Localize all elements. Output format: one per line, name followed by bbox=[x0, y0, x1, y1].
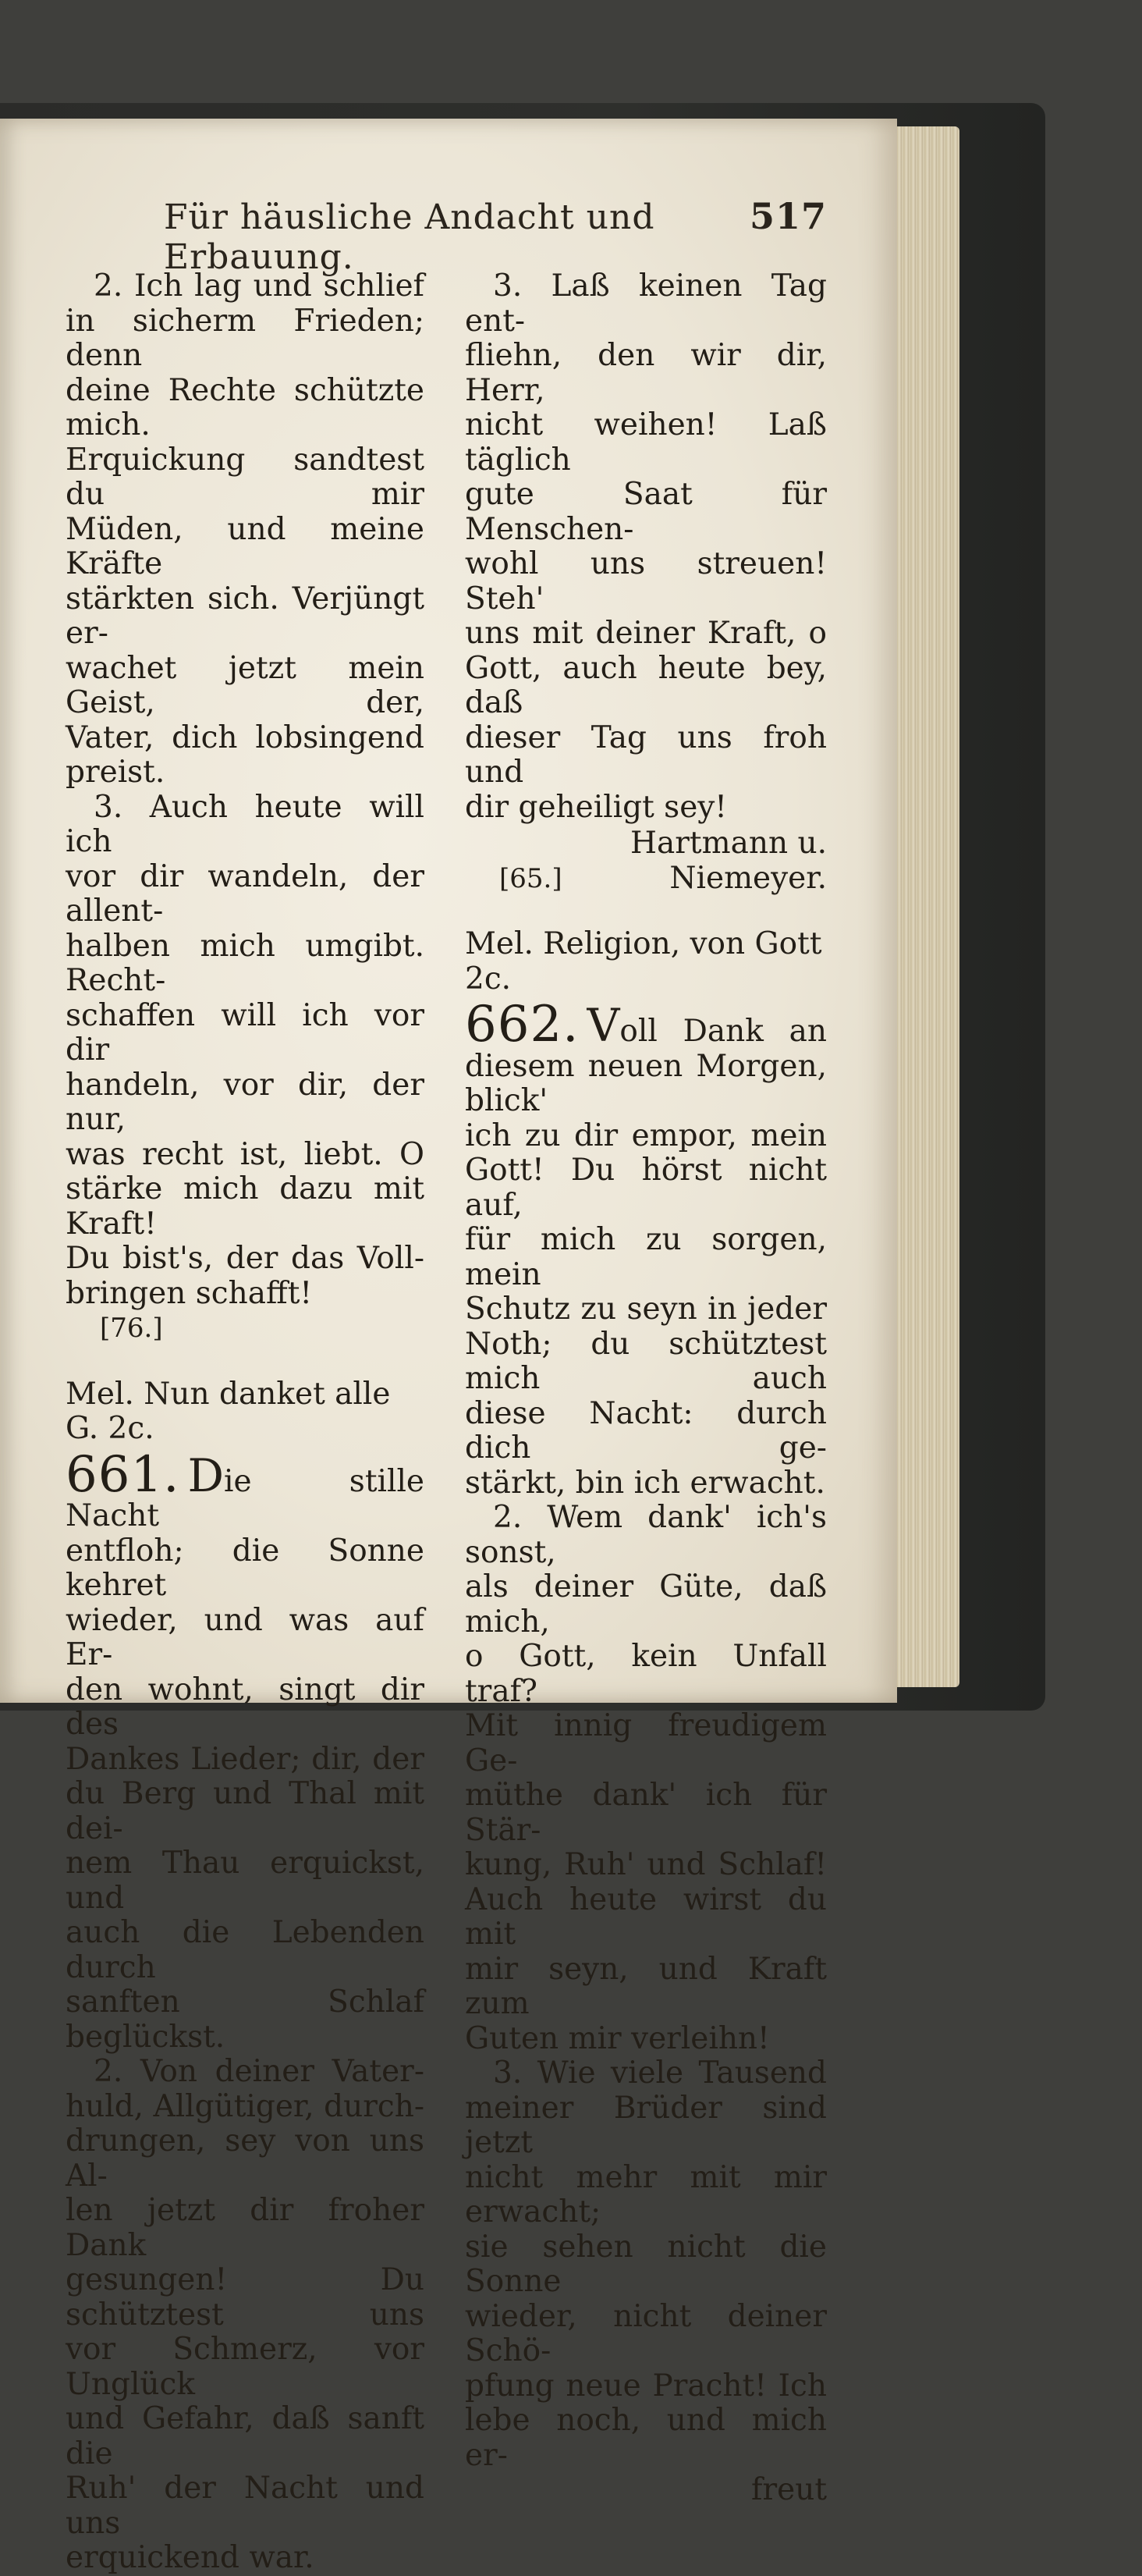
hymn-number: 662. bbox=[465, 996, 580, 1053]
hymn-first-line bbox=[465, 996, 827, 1053]
text-line: als deiner Güte, daß mich, bbox=[465, 1569, 827, 1640]
text-line: 2. Ich lag und schlief bbox=[94, 268, 424, 304]
text-line: Erquickung sandtest du mir bbox=[66, 442, 424, 512]
page-number: 517 bbox=[749, 195, 827, 237]
text-line: dir geheiligt sey! bbox=[465, 789, 727, 825]
text-line: halben mich umgibt. Recht- bbox=[66, 928, 424, 998]
text-line: erquickend war. bbox=[66, 2540, 314, 2575]
text-line: 2. Wem dank' ich's sonst, bbox=[465, 1500, 827, 1570]
text-line: handeln, vor dir, der nur, bbox=[66, 1067, 424, 1137]
text-line: du Berg und Thal mit dei- bbox=[66, 1776, 424, 1846]
text-line: ich zu dir empor, mein bbox=[465, 1117, 827, 1153]
author-line: Hartmann u. bbox=[630, 826, 827, 861]
text-line: auch die Lebenden durch bbox=[66, 1915, 424, 1985]
text-line: meiner Brüder sind jetzt bbox=[465, 2090, 827, 2160]
text-line: vor dir wandeln, der allent- bbox=[66, 858, 424, 929]
text-line: stärke mich dazu mit Kraft! bbox=[66, 1171, 424, 1242]
text-line: nicht mehr mit mir erwacht; bbox=[465, 2159, 827, 2230]
text-line: 3. Wie viele Tausend bbox=[493, 2055, 827, 2091]
text-line: für mich zu sorgen, mein bbox=[465, 1222, 827, 1292]
text-line: schaffen will ich vor dir bbox=[66, 997, 424, 1068]
text-line: wieder, nicht deiner Schö- bbox=[465, 2298, 827, 2368]
author-attribution bbox=[465, 826, 827, 896]
text-line: gesungen! Du schütztest uns bbox=[66, 2262, 424, 2333]
text-line: in sicherm Frieden; denn bbox=[66, 303, 424, 373]
text-line: uns mit deiner Kraft, o bbox=[465, 616, 827, 651]
text-line: 3. Auch heute will ich bbox=[66, 789, 424, 859]
text-line: wohl uns streuen! Steh' bbox=[465, 546, 827, 616]
text-line: 3. Laß keinen Tag ent- bbox=[465, 268, 827, 339]
dropcap-letter: D bbox=[187, 1448, 225, 1502]
text-line: Ruh' der Nacht und uns bbox=[66, 2471, 424, 2541]
first-line-text: ie stille Nacht bbox=[66, 1463, 424, 1533]
text-line: dieser Tag uns froh und bbox=[465, 720, 827, 790]
text-line: Müden, und meine Kräfte bbox=[66, 511, 424, 581]
melody-note: Mel. Nun danket alle G. 2c. bbox=[66, 1376, 391, 1446]
hymn-662-verse-2 bbox=[465, 1501, 827, 2056]
text-line: Du bist's, der das Voll- bbox=[66, 1241, 424, 1276]
text-line: drungen, sey von uns Al- bbox=[66, 2123, 424, 2194]
dropcap-letter: V bbox=[587, 999, 620, 1052]
melody-note: Mel. Religion, von Gott 2c. bbox=[465, 926, 822, 997]
text-line: Schutz zu seyn in jeder bbox=[465, 1292, 827, 1327]
first-line-text: oll Dank an bbox=[619, 1014, 827, 1049]
hymn-662-verse-3 bbox=[465, 2056, 827, 2473]
text-line: was recht ist, liebt. O bbox=[66, 1136, 424, 1172]
catchword: freut bbox=[751, 2472, 827, 2507]
text-line: len jetzt dir froher Dank bbox=[66, 2193, 424, 2263]
right-column bbox=[465, 269, 827, 2508]
text-line: fliehn, den wir dir, Herr, bbox=[465, 338, 827, 408]
text-line: gute Saat für Menschen- bbox=[465, 477, 827, 547]
running-header bbox=[164, 195, 827, 277]
text-line: o Gott, kein Unfall traf? bbox=[465, 1639, 827, 1709]
hymn-first-line bbox=[66, 1445, 424, 1534]
hymn-662 bbox=[465, 996, 827, 1501]
text-line: nicht weihen! Laß täglich bbox=[465, 407, 827, 478]
text-line: stärkten sich. Verjüngt er- bbox=[66, 581, 424, 651]
text-line: diese Nacht: durch dich ge- bbox=[465, 1395, 827, 1466]
hymn-661-verse-2 bbox=[66, 2055, 424, 2576]
text-line: deine Rechte schützte mich. bbox=[66, 372, 424, 442]
text-line: Dankes Lieder; dir, der bbox=[66, 1741, 424, 1777]
text-line: lebe noch, und mich er- bbox=[465, 2403, 827, 2473]
verse-2-text bbox=[66, 269, 424, 791]
text-line: diesem neuen Morgen, blick' bbox=[465, 1048, 827, 1118]
text-line: pfung neue Pracht! Ich bbox=[465, 2368, 827, 2404]
text-line: wachet jetzt mein Geist, der, bbox=[66, 650, 424, 720]
text-line: mir seyn, und Kraft zum bbox=[465, 1951, 827, 2021]
text-line: Guten mir verleihn! bbox=[465, 2020, 770, 2056]
text-line: sie sehen nicht die Sonne bbox=[465, 2229, 827, 2299]
text-line: Mit innig freudigem Ge- bbox=[465, 1708, 827, 1778]
text-line: sanften Schlaf beglückst. bbox=[66, 1984, 424, 2055]
hymn-661 bbox=[66, 1445, 424, 2055]
verse-3-text bbox=[66, 791, 424, 1312]
text-line: vor Schmerz, vor Unglück bbox=[66, 2332, 424, 2402]
text-line: kung, Ruh' und Schlaf! bbox=[465, 1847, 827, 1882]
text-line: huld, Allgütiger, durch- bbox=[66, 2088, 424, 2124]
text-line: den wohnt, singt dir des bbox=[66, 1672, 424, 1742]
text-line: Vater, dich lobsingend preist. bbox=[66, 720, 424, 790]
text-line: Auch heute wirst du mit bbox=[465, 1881, 827, 1952]
hymn-reference: [65.] bbox=[499, 862, 562, 894]
text-line: Gott, auch heute bey, daß bbox=[465, 650, 827, 720]
text-line: entfloh; die Sonne kehret bbox=[66, 1533, 424, 1603]
text-line: und Gefahr, daß sanft die bbox=[66, 2401, 424, 2471]
text-line: 2. Von deiner Vater- bbox=[94, 2054, 424, 2089]
text-line: Noth; du schütztest mich auch bbox=[465, 1326, 827, 1396]
author-line: Niemeyer. bbox=[669, 860, 827, 896]
running-title: Für häusliche Andacht und Erbauung. bbox=[164, 197, 655, 277]
text-line: müthe dank' ich für Stär- bbox=[465, 1778, 827, 1848]
text-line: nem Thau erquickst, und bbox=[66, 1846, 424, 1916]
text-line: bringen schafft! bbox=[66, 1275, 313, 1311]
verse-3-text bbox=[465, 269, 827, 825]
text-line: stärkt, bin ich erwacht. bbox=[465, 1465, 825, 1501]
text-line: wieder, und was auf Er- bbox=[66, 1602, 424, 1672]
hymn-number: 661. bbox=[66, 1445, 180, 1504]
left-column bbox=[66, 269, 424, 2576]
author-names bbox=[630, 826, 827, 896]
text-line: Gott! Du hörst nicht auf, bbox=[465, 1153, 827, 1223]
hymn-reference: [76.] bbox=[100, 1313, 163, 1344]
